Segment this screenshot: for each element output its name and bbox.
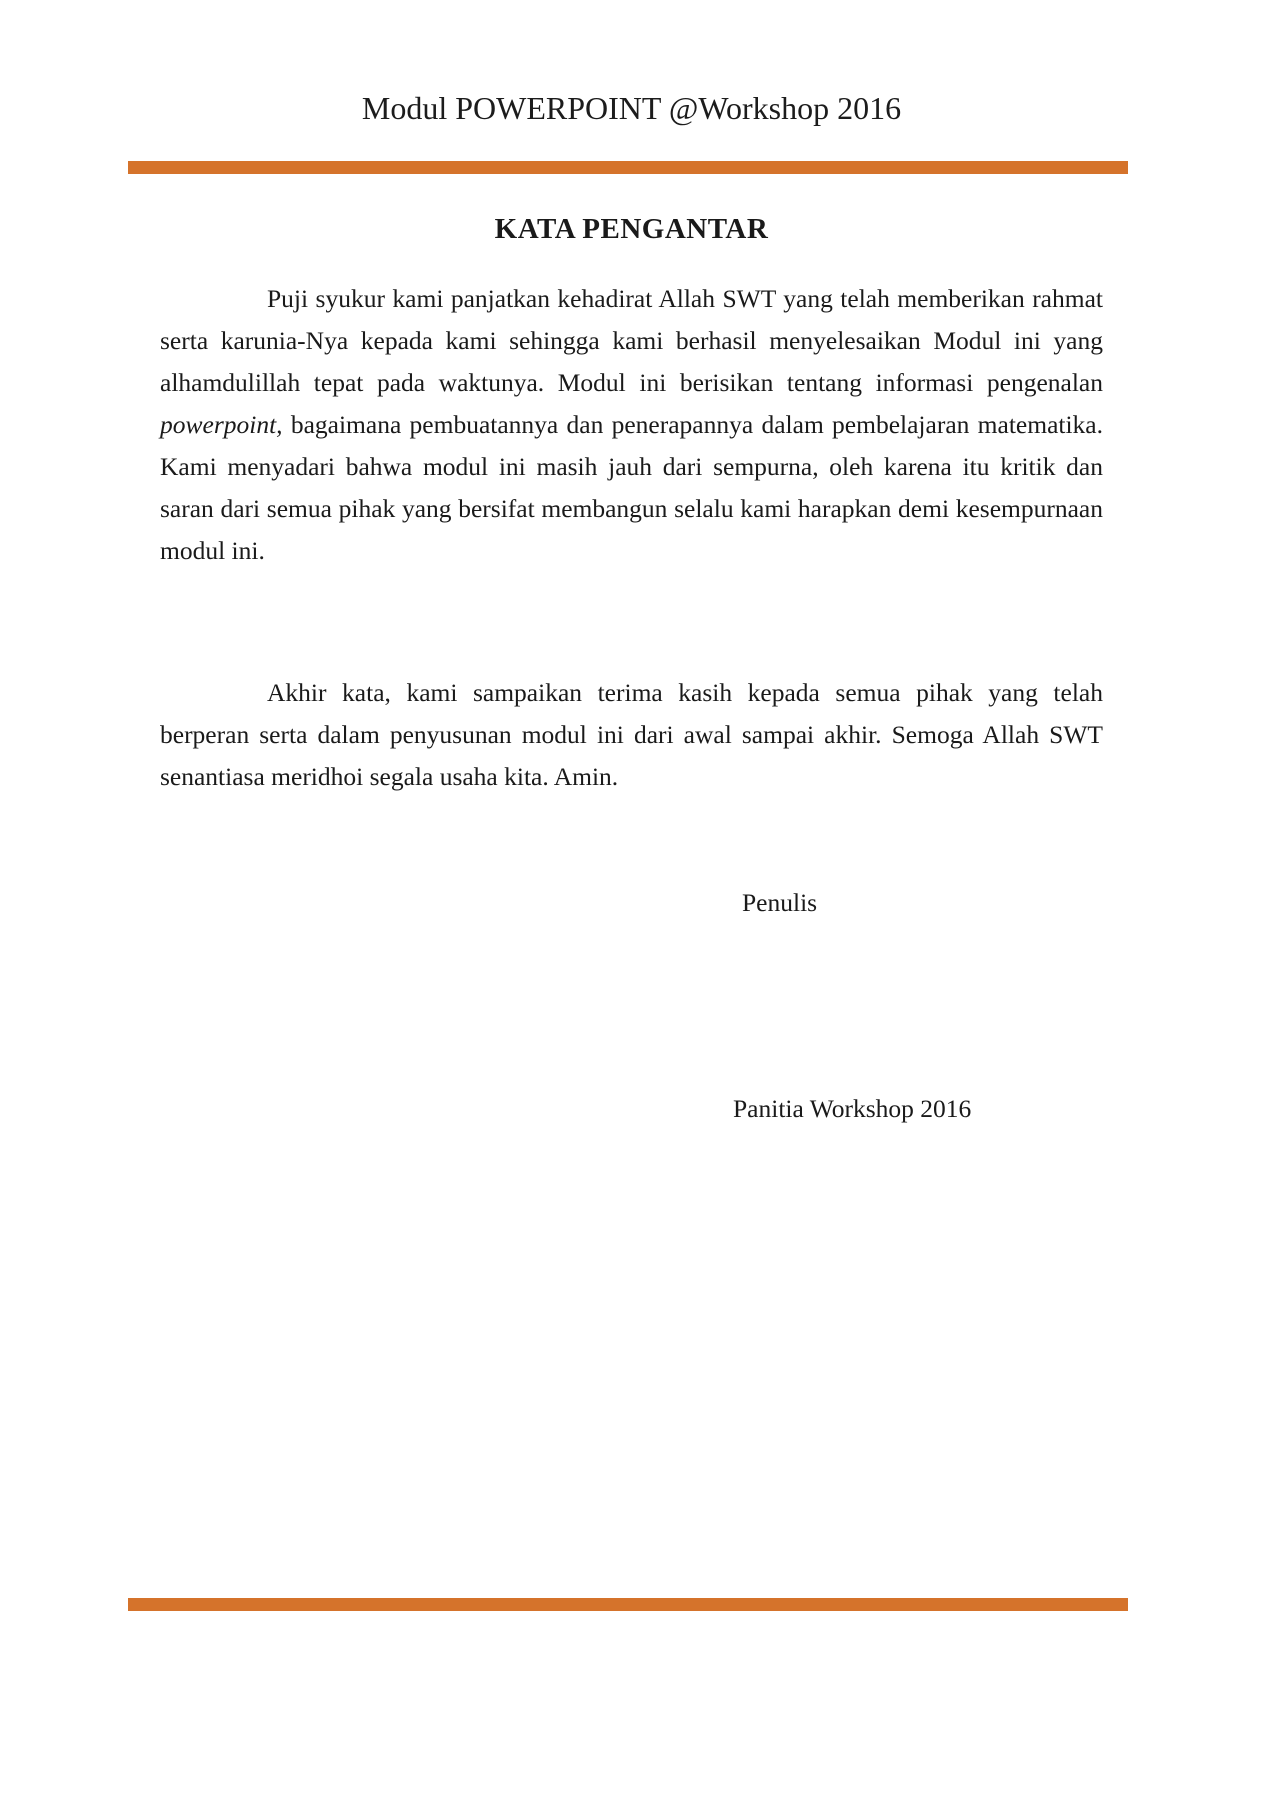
paragraph-1-text-after-italic: bagaimana pembuatannya dan penerapannya dalam pembelajaran matematika. Kami menyadari bahwa modul ini masih jauh dari sempurna, oleh karena itu kritik dan saran dari semua pihak yang bersifat membangun selalu kami harapkan demi kesempurnaan modul ini.: [160, 410, 1103, 565]
paragraph-1-italic-term: powerpoint,: [160, 410, 283, 439]
section-heading: KATA PENGANTAR: [494, 213, 769, 245]
signature-committee: Panitia Workshop 2016: [733, 1094, 972, 1123]
preface-paragraph-1: [160, 278, 1103, 572]
signature-author: Penulis: [742, 888, 818, 917]
top-divider-rule: [128, 161, 1128, 174]
preface-paragraph-2: Akhir kata, kami sampaikan terima kasih kepada semua pihak yang telah berperan serta dalam penyusunan modul ini dari awal sampai akhir. Semoga Allah SWT senantiasa meridhoi segala usaha kita. Amin.: [160, 678, 1103, 791]
page-header-title: Modul POWERPOINT @Workshop 2016: [361, 90, 902, 126]
paragraph-1-text-before-italic: Puji syukur kami panjatkan kehadirat Allah SWT yang telah memberikan rahmat serta karunia-Nya kepada kami sehingga kami berhasil menyelesaikan Modul ini yang alhamdulillah tepat pada waktunya. Modul ini berisikan tentang informasi pengenalan: [160, 284, 1103, 397]
bottom-divider-rule: [128, 1598, 1128, 1611]
